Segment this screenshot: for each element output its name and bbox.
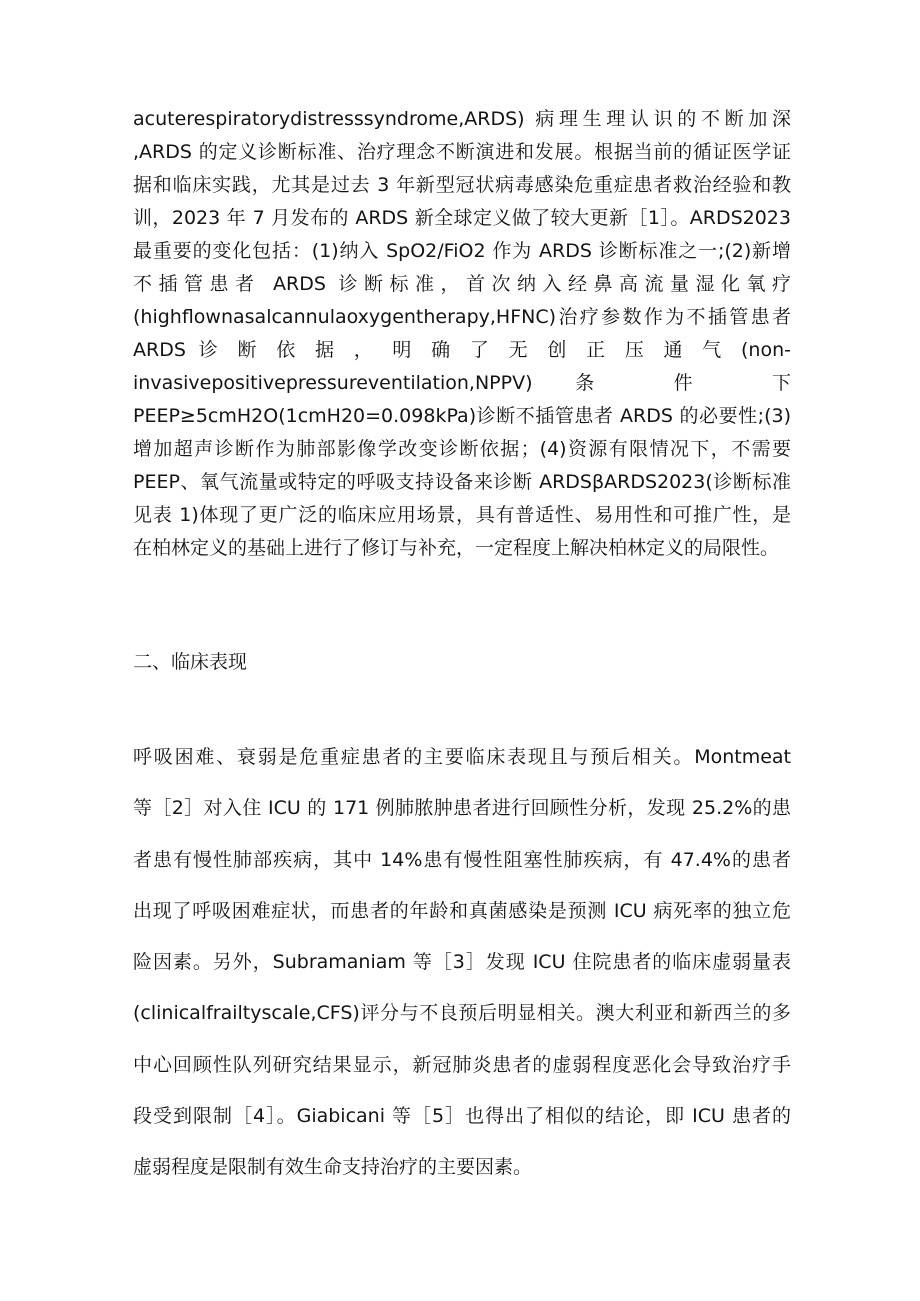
text-line: acuterespiratorydistresssyndrome,ARDS) 病理生理认识的不断加深	[133, 108, 791, 130]
text-line: PEEP≥5cmH2O(1cmH20=0.098kPa)诊断不插管患者 ARDS 的必要性;(3)	[133, 405, 791, 427]
text-line: (highflownasalcannulaoxygentherapy,HFNC)治疗参数作为不插管患者	[133, 306, 791, 328]
text-line: 险因素。另外，Subramaniam 等［3］发现 ICU 住院患者的临床虚弱量表	[133, 951, 791, 974]
text-line: 最重要的变化包括：(1)纳入 SpO2/FiO2 作为 ARDS 诊断标准之一;(2)新增	[133, 240, 791, 262]
text-line: 呼吸困难、衰弱是危重症患者的主要临床表现且与预后相关。Montmeat	[133, 746, 791, 768]
text-line: 中心回顾性队列研究结果显示，新冠肺炎患者的虚弱程度恶化会导致治疗手	[133, 1053, 791, 1076]
text-line: (clinicalfrailtyscale,CFS)评分与不良预后明显相关。澳大利亚和新西兰的多	[133, 1002, 791, 1025]
text-line: 增加超声诊断作为肺部影像学改变诊断依据；(4)资源有限情况下，不需要	[133, 438, 791, 460]
text-line: invasivepositivepressureventilation,NPPV) 条 件 下	[133, 372, 791, 394]
section-heading: 二、临床表现	[133, 651, 248, 673]
text-line: 见表 1)体现了更广泛的临床应用场景，具有普适性、易用性和可推广性，是	[133, 504, 791, 526]
text-line: 据和临床实践，尤其是过去 3 年新型冠状病毒感染危重症患者救治经验和教	[133, 174, 791, 196]
text-line: PEEP、氧气流量或特定的呼吸支持设备来诊断 ARDSβARDS2023(诊断标准	[133, 471, 791, 493]
text-line: 等［2］对入住 ICU 的 171 例肺脓肿患者进行回顾性分析，发现 25.2%的患	[133, 797, 791, 820]
text-line: 虚弱程度是限制有效生命支持治疗的主要因素。	[133, 1156, 533, 1179]
text-line: 出现了呼吸困难症状，而患者的年龄和真菌感染是预测 ICU 病死率的独立危	[133, 899, 791, 922]
text-line: 者患有慢性肺部疾病，其中 14%患有慢性阻塞性肺疾病，有 47.4%的患者	[133, 848, 791, 871]
text-line: 训，2023 年 7 月发布的 ARDS 新全球定义做了较大更新［1］。ARDS2023	[133, 207, 791, 229]
text-line: ARDS 诊 断 依 据 ， 明 确 了 无 创 正 压 通 气 (non-	[133, 339, 791, 361]
paragraph-clinical-manifestations	[133, 732, 791, 1194]
text-line: 在柏林定义的基础上进行了修订与补充，一定程度上解决柏林定义的局限性。	[133, 537, 780, 559]
text-line: ,ARDS 的定义诊断标准、治疗理念不断演进和发展。根据当前的循证医学证	[133, 141, 791, 163]
text-line: 段受到限制［4］。Giabicani 等［5］也得出了相似的结论，即 ICU 患者的	[133, 1105, 791, 1128]
text-line: 不插管患者 ARDS 诊断标准，首次纳入经鼻高流量湿化氧疗	[133, 273, 791, 295]
paragraph-ards-definition	[133, 103, 791, 565]
